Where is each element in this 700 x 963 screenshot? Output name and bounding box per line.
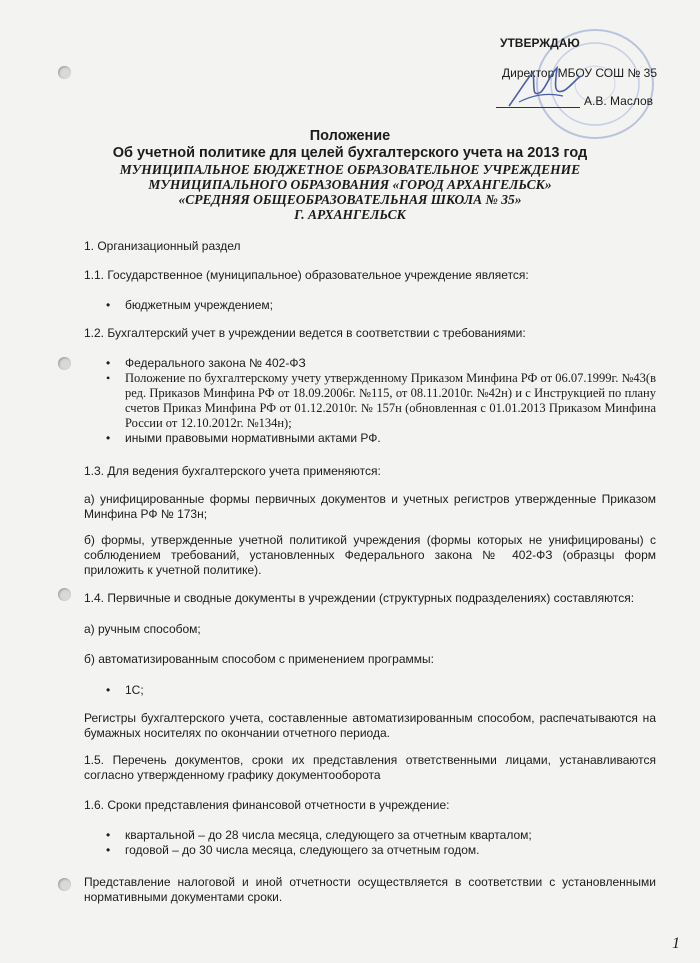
- paragraph-registers: Регистры бухгалтерского учета, составленные автоматизированным способом, распечатываются на бумажных носителях по окончании отчетного периода.: [84, 711, 656, 740]
- paragraph-1-5: 1.5. Перечень документов, сроки их представления ответственными лицами, устанавливаются согласно утвержденному графику документооборота: [84, 753, 656, 782]
- paragraph-1-4-b: б) автоматизированным способом с применением программы:: [84, 652, 434, 666]
- paragraph-1-3-b: б) формы, утвержденные учетной политикой учреждения (формы которых не унифицированы) с соблюдением требований, установленных Федерального закона № 402-ФЗ (образцы форм приложить к учетной политике).: [84, 533, 656, 577]
- paragraph-reporting: Представление налоговой и иной отчетности осуществляется в соответствии с установленными нормативными документами сроки.: [84, 875, 656, 904]
- director-position: Директор МБОУ СОШ № 35: [502, 66, 657, 80]
- list-1-2: [84, 356, 656, 446]
- list-1-1: [84, 298, 656, 313]
- approve-label: УТВЕРЖДАЮ: [500, 36, 580, 50]
- list-item: • иными правовыми нормативными актами РФ.: [84, 431, 656, 446]
- list-item: • Федерального закона № 402-ФЗ: [84, 356, 656, 371]
- organization-name: МУНИЦИПАЛЬНОЕ БЮДЖЕТНОЕ ОБРАЗОВАТЕЛЬНОЕ УЧРЕЖДЕНИЕ МУНИЦИПАЛЬНОГО ОБРАЗОВАНИЯ «ГОРОД АРХАНГЕЛЬСК» «СРЕДНЯЯ ОБЩЕОБРАЗОВАТЕЛЬНАЯ ШКОЛА № 35» Г. АРХАНГЕЛЬСК: [119, 162, 581, 222]
- punch-hole: [58, 878, 71, 891]
- signer-name: А.В. Маслов: [584, 94, 653, 108]
- paragraph-1-1: 1.1. Государственное (муниципальное) образовательное учреждение является:: [84, 268, 529, 282]
- list-1-4: [84, 683, 656, 698]
- paragraph-1-3: 1.3. Для ведения бухгалтерского учета применяются:: [84, 464, 381, 478]
- page-number: 1: [672, 935, 680, 952]
- paragraph-1-6: 1.6. Сроки представления финансовой отчетности в учреждение:: [84, 798, 450, 812]
- list-item: • бюджетным учреждением;: [84, 298, 656, 313]
- list-item: • годовой – до 30 числа месяца, следующего за отчетным годом.: [84, 843, 656, 858]
- punch-hole: [58, 588, 71, 601]
- paragraph-1-3-a: а) унифицированные формы первичных документов и учетных регистров утвержденные Приказом Минфина РФ № 173н;: [84, 492, 656, 521]
- signature-graphic: [505, 62, 585, 112]
- paragraph-1-2: 1.2. Бухгалтерский учет в учреждении ведется в соответствии с требованиями:: [84, 326, 526, 340]
- paragraph-1-4-a: а) ручным способом;: [84, 622, 201, 636]
- paragraph-1-4: 1.4. Первичные и сводные документы в учреждении (структурных подразделениях) составляются:: [84, 591, 635, 605]
- section-heading: 1. Организационный раздел: [84, 239, 241, 253]
- list-item: • Положение по бухгалтерскому учету утвержденному Приказом Минфина РФ от 06.07.1999г. №43(в ред. Приказов Минфина РФ от 18.09.2006г. №115, от 08.11.2010г. №42н) и с Инструкцией по плану счетов Приказ Минфина РФ от 01.12.2010г. № 157н (обновленная с 01.01.2013 Приказом Минфина России от 12.10.2012г. №134н);: [84, 371, 656, 431]
- punch-hole: [58, 66, 71, 79]
- list-item: • 1С;: [84, 683, 656, 698]
- document-title: Положение Об учетной политике для целей бухгалтерского учета на 2013 год: [112, 128, 588, 161]
- list-1-6: [84, 828, 656, 858]
- punch-hole: [58, 357, 71, 370]
- list-item: • квартальной – до 28 числа месяца, следующего за отчетным кварталом;: [84, 828, 656, 843]
